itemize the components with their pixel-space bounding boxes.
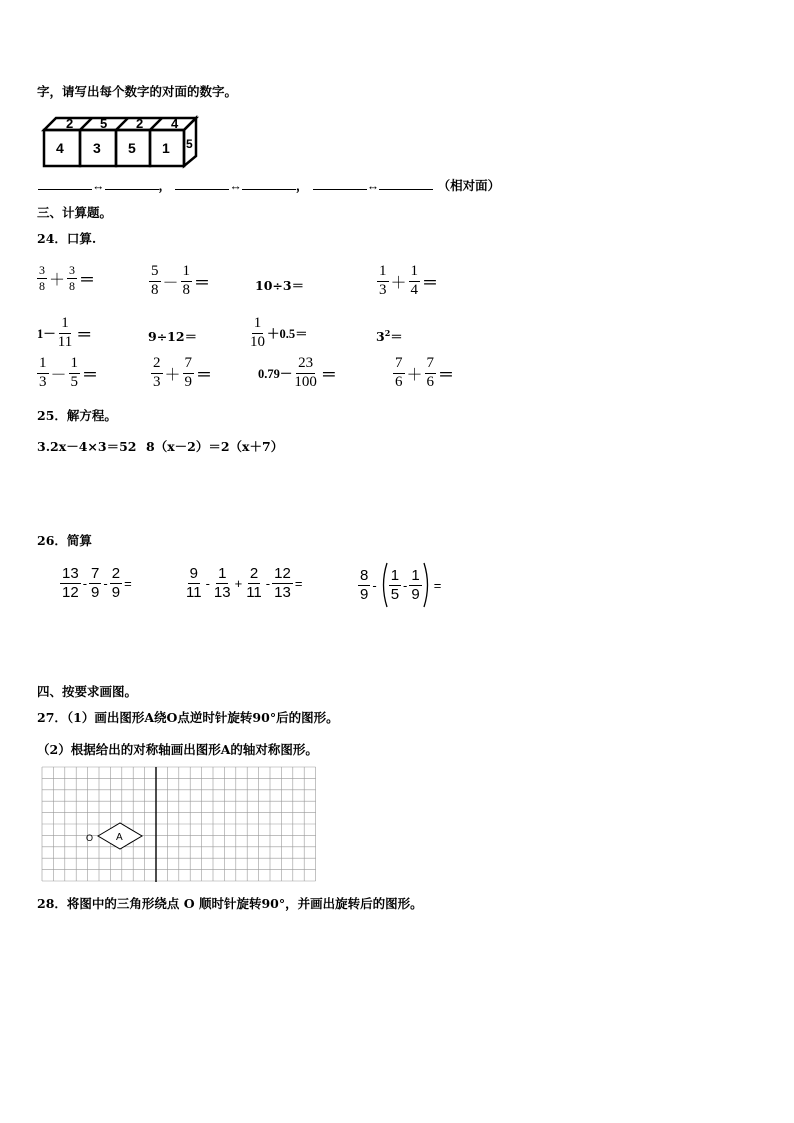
answer-blank[interactable] (175, 179, 229, 190)
arrow-icon: ↔ (92, 179, 105, 193)
q24-r2c1: 1－ $\frac{1}{11}$ ＝ (37, 315, 93, 350)
top-digit-1: 2 (66, 116, 74, 131)
section-3-title: 三、计算题。 (37, 205, 113, 220)
top-digit-4: 4 (171, 116, 179, 131)
q26-title: 26．简算 (37, 533, 92, 548)
q24-r1c2: $\frac{5}{8}$ － $\frac{1}{8}$ ＝ (151, 263, 211, 298)
q24-r2c4: $3^2=$ (376, 327, 403, 344)
q24-r2c3: $\frac{1}{10}$ ＋0.5＝ (250, 315, 308, 350)
q24-r3c1: $\frac{1}{3}$ － $\frac{1}{5}$ ＝ (39, 355, 99, 390)
answer-blank[interactable] (379, 179, 433, 190)
arrow-icon: ↔ (366, 179, 380, 193)
q24-r3c4: $\frac{7}{6}$ ＋ $\frac{7}{6}$ ＝ (395, 355, 455, 390)
q26-expression-1: $\frac{13}{12}$ - $\frac{7}{9}$ - $\frac{2}{9}$ = (62, 565, 132, 601)
point-o-label: O (86, 833, 94, 843)
top-digit-3: 2 (136, 116, 144, 131)
front-digit-4: 1 (162, 140, 170, 156)
opposite-face-note: （相对面） (437, 178, 501, 193)
answer-blank[interactable] (313, 179, 367, 190)
q23-answer-row: ↔ ， ↔ ， ↔ （相对面） (38, 176, 500, 194)
q23-intro: 字，请写出每个数字的对面的数字。 (37, 84, 238, 99)
front-digit-2: 3 (93, 140, 101, 156)
section-4-title: 四、按要求画图。 (37, 684, 138, 699)
answer-blank[interactable] (242, 179, 296, 190)
q27-line-1: 27．（1）画出图形A绕O点逆时针旋转90°后的图形。 (37, 710, 339, 725)
q24-r1c1: $\frac{3}{8}$ ＋ $\frac{3}{8}$ ＝ (39, 263, 96, 293)
top-digit-2: 5 (100, 116, 108, 131)
q25-title: 25．解方程。 (37, 408, 117, 423)
answer-blank[interactable] (38, 179, 92, 190)
q24-r1c3: 10÷3＝ (255, 278, 305, 293)
q26-expression-2: $\frac{9}{11}$ - $\frac{1}{13}$ + $\frac{2}{11}$ - $\frac{12}{13}$ = (186, 565, 303, 601)
q24-r1c4: $\frac{1}{3}$ ＋ $\frac{1}{4}$ ＝ (379, 263, 439, 298)
q24-r2c2: 9÷12＝ (148, 329, 198, 344)
left-paren-icon (379, 562, 389, 608)
q24-r3c2: $\frac{2}{3}$ ＋ $\frac{7}{9}$ ＝ (153, 355, 213, 390)
q24-r3c3: 0.79－ $\frac{23}{100}$ ＝ (258, 355, 337, 390)
front-digit-3: 5 (128, 140, 136, 156)
right-paren-icon (422, 562, 432, 608)
q26-expression-3: $\frac{8}{9}$ - $\frac{1}{5}$ - $\frac{1}{9}$ = (358, 562, 443, 608)
answer-blank[interactable] (105, 179, 159, 190)
q27-grid-figure (40, 765, 316, 885)
q24-title: 24．口算. (37, 231, 97, 246)
shape-a-label: A (116, 832, 123, 843)
side-digit: 5 (186, 137, 193, 151)
dice-row-figure (40, 112, 200, 170)
front-digit-1: 4 (56, 140, 64, 156)
arrow-icon: ↔ (229, 179, 242, 193)
q25-equation-2: 8（x－2）＝2（x＋7） (146, 439, 284, 454)
q28-text: 28．将图中的三角形绕点 O 顺时针旋转90°，并画出旋转后的图形。 (37, 896, 423, 911)
q27-line-2: （2）根据给出的对称轴画出图形A的轴对称图形。 (37, 742, 318, 757)
q25-equation-1: 3.2x－4×3＝52 (37, 439, 137, 454)
